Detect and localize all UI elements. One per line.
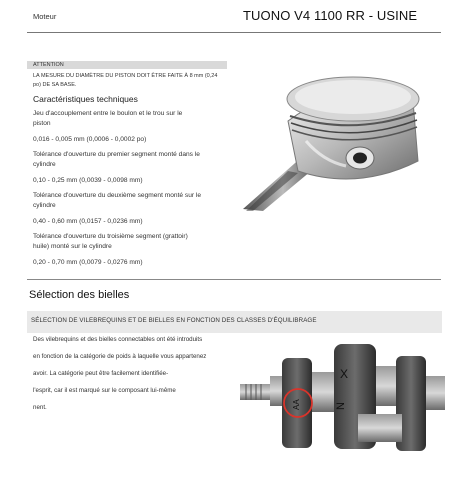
crank-mark-aa: AA	[292, 399, 301, 410]
body-line: avoir. La catégorie peut être facilement identifiée-	[33, 370, 169, 377]
crank-mark-x: X	[340, 367, 349, 381]
piston-illustration	[228, 61, 445, 216]
spec-label: Jeu d'accouplement entre le boulon et le trou sur le piston	[33, 110, 183, 127]
characteristics-column	[27, 61, 227, 268]
crank-mark-n: N	[335, 402, 347, 410]
spec-value: 0,40 - 0,60 mm (0,0157 - 0,0236 mm)	[33, 218, 143, 225]
header-model: TUONO V4 1100 RR - USINE	[243, 8, 418, 23]
attention-text: LA MESURE DU DIAMÈTRE DU PISTON DOIT ÊTRE FAITE À 8 mm (0,24 po) DE SA BASE.	[33, 73, 218, 88]
section-body	[33, 334, 263, 413]
spec-label: Tolérance d'ouverture du deuxième segment monté sur le cylindre	[33, 192, 202, 209]
characteristics-title: Caractéristiques techniques	[33, 94, 138, 104]
piston-photo	[228, 61, 445, 216]
header-section: Moteur	[33, 12, 57, 21]
spec-value: 0,10 - 0,25 mm (0,0039 - 0,0098 mm)	[33, 177, 143, 184]
spec-value: 0,016 - 0,005 mm (0,0006 - 0,0002 po)	[33, 136, 147, 143]
crankshaft-photo	[240, 336, 445, 476]
body-line: en fonction de la catégorie de poids à laquelle vous appartenez	[33, 353, 207, 360]
body-line: Des vilebrequins et des bielles connectables ont été introduits	[33, 336, 203, 343]
section-divider	[27, 279, 441, 280]
crankshaft-illustration	[240, 336, 445, 476]
body-line: l'esprit, car il est marqué sur le composant lui-même	[33, 387, 176, 394]
spec-label: Tolérance d'ouverture du troisième segment (grattoir) huile) monté sur le cylindre	[33, 233, 188, 250]
section-subtitle: SÉLECTION DE VILEBREQUINS ET DE BIELLES EN FONCTION DES CLASSES D'ÉQUILIBRAGE	[31, 317, 317, 324]
spec-value: 0,20 - 0,70 mm (0,0079 - 0,0276 mm)	[33, 259, 143, 266]
header-divider	[27, 32, 441, 33]
section-title: Sélection des bielles	[29, 289, 130, 301]
spec-label: Tolérance d'ouverture du premier segment monté dans le cylindre	[33, 151, 200, 168]
body-line: nent.	[33, 404, 47, 411]
attention-label: ATTENTION	[27, 61, 227, 69]
